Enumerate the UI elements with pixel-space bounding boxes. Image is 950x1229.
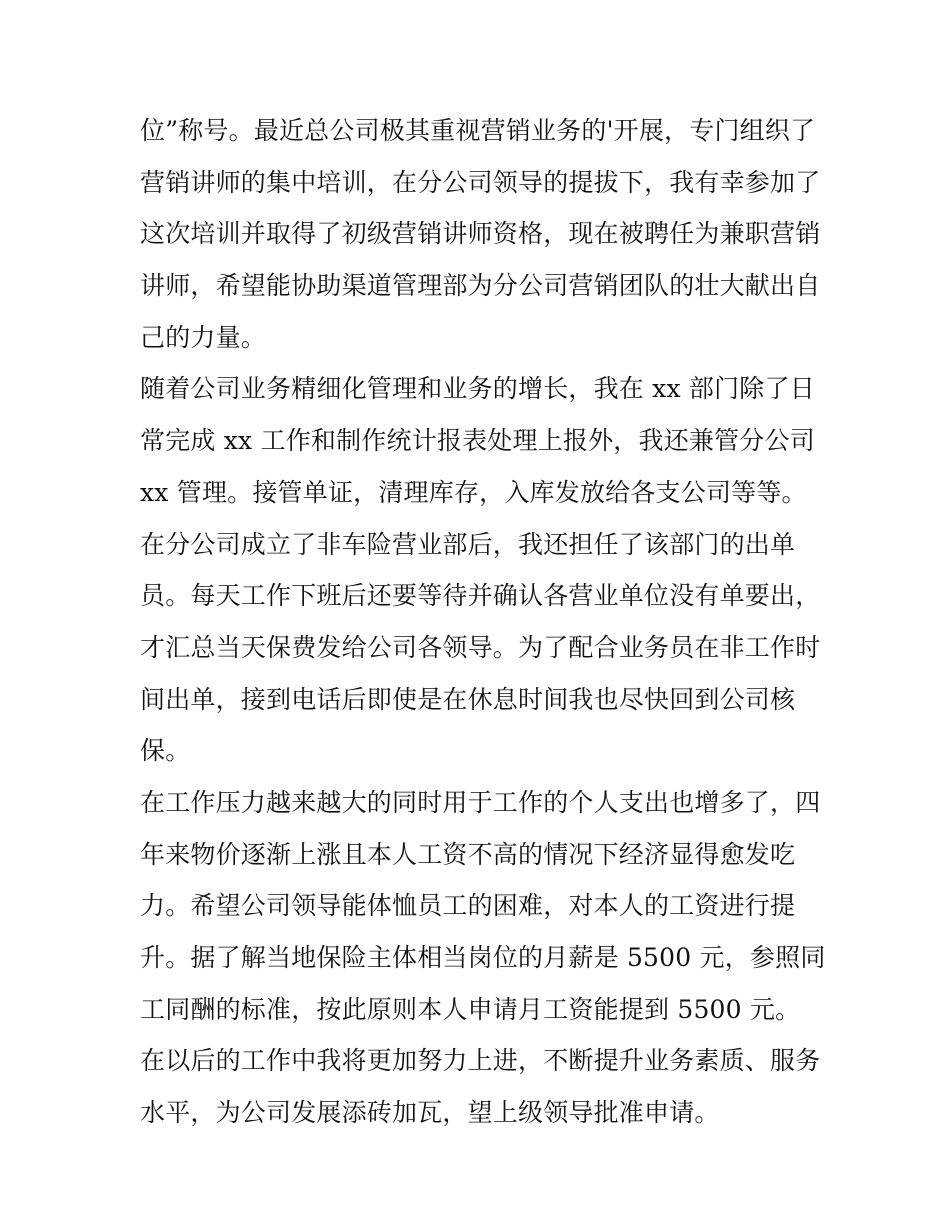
text-line: 这次培训并取得了初级营销讲师资格，现在被聘任为兼职营销 — [140, 219, 821, 249]
text-line: 间出单，接到电话后即使是在休息时间我也尽快回到公司核 — [140, 684, 796, 714]
text-line: 讲师，希望能协助渠道管理部为分公司营销团队的壮大献出自 — [140, 271, 821, 301]
text-line: 升。据了解当地保险主体相当岗位的月薪是 5500 元，参照同 — [140, 943, 826, 972]
text-line: 位”称号。最近总公司极其重视营销业务的'开展，专门组织了 — [140, 116, 816, 145]
text-line: 保。 — [140, 736, 191, 766]
text-line: 员。每天工作下班后还要等待并确认各营业单位没有单要出， — [140, 581, 821, 611]
text-line: 力。希望公司领导能体恤员工的困难，对本人的工资进行提 — [140, 891, 796, 921]
text-line: 工同酬的标准，按此原则本人申请月工资能提到 5500 元。 — [140, 994, 801, 1024]
text-line: 在工作压力越来越大的同时用于工作的个人支出也增多了，四 — [140, 787, 821, 817]
text-line: xx 管理。接管单证，清理库存，入库发放给各支公司等等。 — [140, 477, 807, 507]
text-line: 己的力量。 — [140, 322, 267, 352]
document-body — [140, 105, 830, 1139]
text-line: 营销讲师的集中培训，在分公司领导的提拔下，我有幸参加了 — [140, 167, 821, 197]
text-line: 在分公司成立了非车险营业部后，我还担任了该部门的出单 — [140, 529, 796, 559]
text-line: 在以后的工作中我将更加努力上进，不断提升业务素质、服务 — [140, 1046, 821, 1076]
text-line: 随着公司业务精细化管理和业务的增长，我在 xx 部门除了日 — [140, 374, 815, 404]
text-line: 水平，为公司发展添砖加瓦，望上级领导批准申请。 — [140, 1098, 720, 1128]
text-line: 年来物价逐渐上涨且本人工资不高的情况下经济显得愈发吃 — [140, 839, 796, 869]
text-line: 常完成 xx 工作和制作统计报表处理上报外，我还兼管分公司 — [140, 426, 815, 456]
text-line: 才汇总当天保费发给公司各领导。为了配合业务员在非工作时 — [140, 632, 821, 662]
